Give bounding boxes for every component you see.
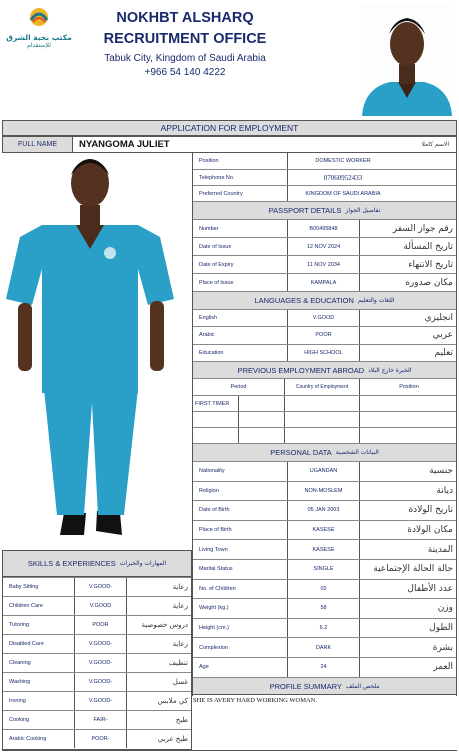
info-label: Position bbox=[193, 153, 288, 169]
employment-cell-first-timer bbox=[193, 396, 239, 411]
row-value: FAIR- bbox=[75, 711, 127, 729]
employment-section-header bbox=[193, 361, 456, 378]
row-value: POOR bbox=[288, 327, 360, 343]
row-label: Age bbox=[193, 658, 288, 677]
row-value: SINGLE bbox=[288, 560, 360, 579]
row-value: V.GOOD- bbox=[75, 673, 127, 691]
row-arabic: بشرة bbox=[432, 642, 453, 653]
personal-row bbox=[193, 657, 456, 677]
employment-row bbox=[193, 427, 456, 443]
portrait-photo bbox=[360, 4, 454, 116]
skill-row bbox=[3, 653, 191, 672]
skill-row bbox=[3, 691, 191, 710]
skill-row bbox=[3, 710, 191, 729]
row-value: KAMPALA bbox=[288, 274, 360, 291]
skill-row bbox=[3, 596, 191, 615]
skills-title-arabic: المهارات والخبرات bbox=[119, 560, 167, 567]
row-label: English bbox=[193, 310, 288, 326]
skill-row bbox=[3, 577, 191, 596]
row-label: Nationality bbox=[193, 462, 288, 481]
languages-title: LANGUAGES & EDUCATION bbox=[254, 296, 354, 305]
right-info-table bbox=[192, 153, 457, 696]
row-arabic: ديانة bbox=[436, 485, 453, 496]
logo-emblem-icon bbox=[4, 6, 74, 28]
skill-row bbox=[3, 634, 191, 653]
row-value: DARK bbox=[288, 638, 360, 657]
header bbox=[0, 0, 459, 120]
skills-section-header bbox=[3, 551, 191, 577]
row-arabic: طبخ bbox=[175, 716, 188, 724]
row-value: 6.2 bbox=[288, 619, 360, 638]
profile-title-arabic: ملخص الملف bbox=[345, 682, 380, 690]
personal-row bbox=[193, 481, 456, 501]
row-value: KASESE bbox=[288, 540, 360, 559]
passport-row bbox=[193, 237, 456, 255]
personal-row bbox=[193, 637, 456, 657]
skills-title: SKILLS & EXPERIENCES bbox=[27, 559, 116, 568]
company-address: Tabuk City, Kingdom of Saudi Arabia bbox=[104, 53, 266, 64]
row-label: Number bbox=[193, 220, 288, 237]
row-label: Washing bbox=[3, 673, 75, 691]
row-arabic: انجليزي bbox=[424, 313, 453, 324]
full-body-figure-icon bbox=[2, 153, 192, 550]
personal-row bbox=[193, 579, 456, 599]
row-label: Weight (kg.) bbox=[193, 599, 288, 618]
employment-cell bbox=[193, 428, 239, 443]
row-label: Place of Issue bbox=[193, 274, 288, 291]
row-label: Height (cm.) bbox=[193, 619, 288, 638]
row-label: Tutoring bbox=[3, 616, 75, 634]
full-body-photo bbox=[2, 153, 192, 550]
logo-arabic-sub: للإستقدام bbox=[27, 42, 51, 49]
profile-section-header bbox=[193, 677, 456, 695]
row-arabic: غسل bbox=[172, 678, 188, 686]
row-arabic: مكان صدوره bbox=[405, 277, 453, 288]
row-arabic: رعاية bbox=[172, 640, 188, 648]
company-name-line1: NOKHBT ALSHARQ bbox=[116, 10, 254, 26]
form-title: APPLICATION FOR EMPLOYMENT bbox=[2, 120, 457, 136]
passport-row bbox=[193, 273, 456, 291]
row-value: 24 bbox=[288, 658, 360, 677]
skill-row bbox=[3, 672, 191, 691]
profile-summary-text: SHE IS AVERY HARD WORKING WOMAN. bbox=[193, 697, 317, 704]
employment-first-timer: FIRST TIMER bbox=[195, 400, 230, 407]
full-name-row bbox=[2, 136, 457, 153]
employment-col-position: Position bbox=[399, 384, 419, 390]
row-arabic: المدينة bbox=[427, 544, 453, 555]
employment-cell bbox=[193, 412, 239, 427]
row-value: 02 bbox=[288, 580, 360, 599]
row-label: Cooking bbox=[3, 711, 75, 729]
personal-row bbox=[193, 520, 456, 540]
row-arabic: جنسية bbox=[429, 466, 453, 477]
row-arabic: رقم جواز السفر bbox=[392, 223, 453, 234]
passport-section-header bbox=[193, 201, 456, 219]
row-arabic: تاريخ الانتهاء bbox=[408, 259, 453, 270]
page-bottom-border bbox=[2, 750, 457, 751]
language-row bbox=[193, 309, 456, 326]
employment-row bbox=[193, 395, 456, 411]
info-row-position bbox=[193, 153, 456, 169]
row-value: POOR bbox=[75, 616, 127, 634]
employment-cell bbox=[239, 396, 285, 411]
row-value: 12 NOV 2024 bbox=[288, 238, 360, 255]
personal-row bbox=[193, 539, 456, 559]
row-arabic: تاريخ الولادة bbox=[408, 505, 453, 516]
row-value: V.GOOD bbox=[75, 597, 127, 615]
row-label: Disabled Care bbox=[3, 635, 75, 653]
row-label: Date of Expiry bbox=[193, 256, 288, 273]
full-name-value: NYANGOMA JULIET bbox=[79, 139, 170, 150]
row-arabic: الطول bbox=[429, 623, 453, 634]
skill-row bbox=[3, 615, 191, 634]
personal-title: PERSONAL DATA bbox=[270, 448, 332, 457]
full-name-arabic: الاسم كاملا bbox=[421, 141, 449, 148]
row-arabic: دروس خصوصية bbox=[141, 621, 188, 629]
passport-row bbox=[193, 255, 456, 273]
info-value: 07060952433 bbox=[323, 173, 363, 182]
company-phone: +966 54 140 4222 bbox=[144, 67, 226, 78]
row-arabic: طبخ عربي bbox=[157, 735, 188, 743]
languages-section-header bbox=[193, 291, 456, 309]
employment-row bbox=[193, 411, 456, 427]
row-arabic: كي ملابس bbox=[157, 697, 188, 705]
company-name-line2: RECRUITMENT OFFICE bbox=[103, 31, 267, 47]
info-label: Telephone No. bbox=[193, 170, 288, 185]
employment-cell bbox=[285, 428, 360, 443]
info-row-preferred-country bbox=[193, 185, 456, 201]
portrait-figure-icon bbox=[360, 4, 454, 116]
row-value: HIGH SCHOOL bbox=[288, 345, 360, 361]
info-row-telephone bbox=[193, 169, 456, 185]
row-label: Education bbox=[193, 345, 288, 361]
row-arabic: مكان الولادة bbox=[407, 525, 453, 536]
info-value: DOMESTIC WORKER bbox=[315, 158, 371, 164]
row-label: Marital Status bbox=[193, 560, 288, 579]
row-arabic: عربي bbox=[432, 330, 453, 341]
skills-table bbox=[2, 550, 192, 750]
row-label: Children Care bbox=[3, 597, 75, 615]
employment-cell bbox=[285, 412, 360, 427]
passport-title-arabic: تفاصيل الجواز bbox=[345, 207, 381, 214]
row-arabic: وزن bbox=[437, 603, 453, 614]
employment-cell bbox=[239, 412, 285, 427]
row-label: Complexion bbox=[193, 638, 288, 657]
employment-title: PREVIOUS EMPLOYMENT ABROAD bbox=[237, 365, 365, 375]
info-value: KINGDOM OF SAUDI ARABIA bbox=[305, 190, 381, 197]
row-label: Date of Birth bbox=[193, 501, 288, 520]
row-arabic: تاريخ المسألة bbox=[403, 241, 453, 252]
row-arabic: حالة الحالة الإجتماعية bbox=[373, 564, 453, 575]
passport-row bbox=[193, 219, 456, 237]
row-label: Place of Birth bbox=[193, 521, 288, 540]
row-label: Arabic Cooking bbox=[3, 730, 75, 748]
row-value: 58 bbox=[288, 599, 360, 618]
row-label: Living Town bbox=[193, 540, 288, 559]
employment-cell bbox=[239, 428, 285, 443]
language-row bbox=[193, 344, 456, 361]
languages-title-arabic: اللغات والتعليم bbox=[357, 297, 395, 304]
row-value: V.GOOD- bbox=[75, 654, 127, 672]
row-value: V.GOOD bbox=[288, 310, 360, 326]
company-logo bbox=[4, 6, 74, 49]
row-arabic: رعاية bbox=[172, 583, 188, 591]
personal-row bbox=[193, 559, 456, 579]
personal-row bbox=[193, 500, 456, 520]
logo-arabic-name: مكتب نخبة الشرق bbox=[6, 33, 72, 42]
row-label: Cleaning bbox=[3, 654, 75, 672]
row-value: UGANDAN bbox=[288, 462, 360, 481]
info-label: Preferred Country bbox=[193, 186, 288, 201]
row-value: B00495848 bbox=[288, 220, 360, 237]
personal-row bbox=[193, 618, 456, 638]
employment-col-country: Country of Employment bbox=[285, 379, 360, 395]
personal-title-arabic: البيانات الشخصية bbox=[335, 449, 379, 456]
employment-col-period: Period bbox=[193, 379, 285, 395]
row-label: Ironing bbox=[3, 692, 75, 710]
row-arabic: عدد الأطفال bbox=[407, 583, 453, 594]
row-value: V.GOOD- bbox=[75, 635, 127, 653]
language-row bbox=[193, 326, 456, 343]
row-value: V.GOOD- bbox=[75, 578, 127, 596]
row-arabic: تنظيف bbox=[168, 659, 188, 667]
row-label: Date of Issue bbox=[193, 238, 288, 255]
row-value: POOR- bbox=[75, 730, 127, 748]
row-arabic: تعليم bbox=[434, 347, 453, 358]
employment-cell bbox=[285, 396, 360, 411]
personal-row bbox=[193, 598, 456, 618]
row-arabic: العمر bbox=[433, 662, 453, 673]
skill-row bbox=[3, 729, 191, 748]
row-value: 05 JAN 2003 bbox=[288, 501, 360, 520]
row-value: KASESE bbox=[288, 521, 360, 540]
employment-col-headers bbox=[193, 378, 456, 395]
passport-title: PASSPORT DETAILS bbox=[268, 206, 342, 215]
row-label: Baby Sitting bbox=[3, 578, 75, 596]
personal-row bbox=[193, 461, 456, 481]
row-value: NON-MOSLEM bbox=[288, 482, 360, 501]
row-label: Religion bbox=[193, 482, 288, 501]
profile-title: PROFILE SUMMARY bbox=[269, 681, 342, 691]
row-value: V.GOOD- bbox=[75, 692, 127, 710]
row-label: No. of Children bbox=[193, 580, 288, 599]
row-label: Arabic bbox=[193, 327, 288, 343]
row-value: 11 NOV 2034 bbox=[288, 256, 360, 273]
personal-section-header bbox=[193, 443, 456, 461]
employment-title-arabic: الخبرة خارج البلاد bbox=[368, 366, 412, 374]
row-arabic: رعاية bbox=[172, 602, 188, 610]
full-name-label: FULL NAME bbox=[3, 137, 73, 152]
